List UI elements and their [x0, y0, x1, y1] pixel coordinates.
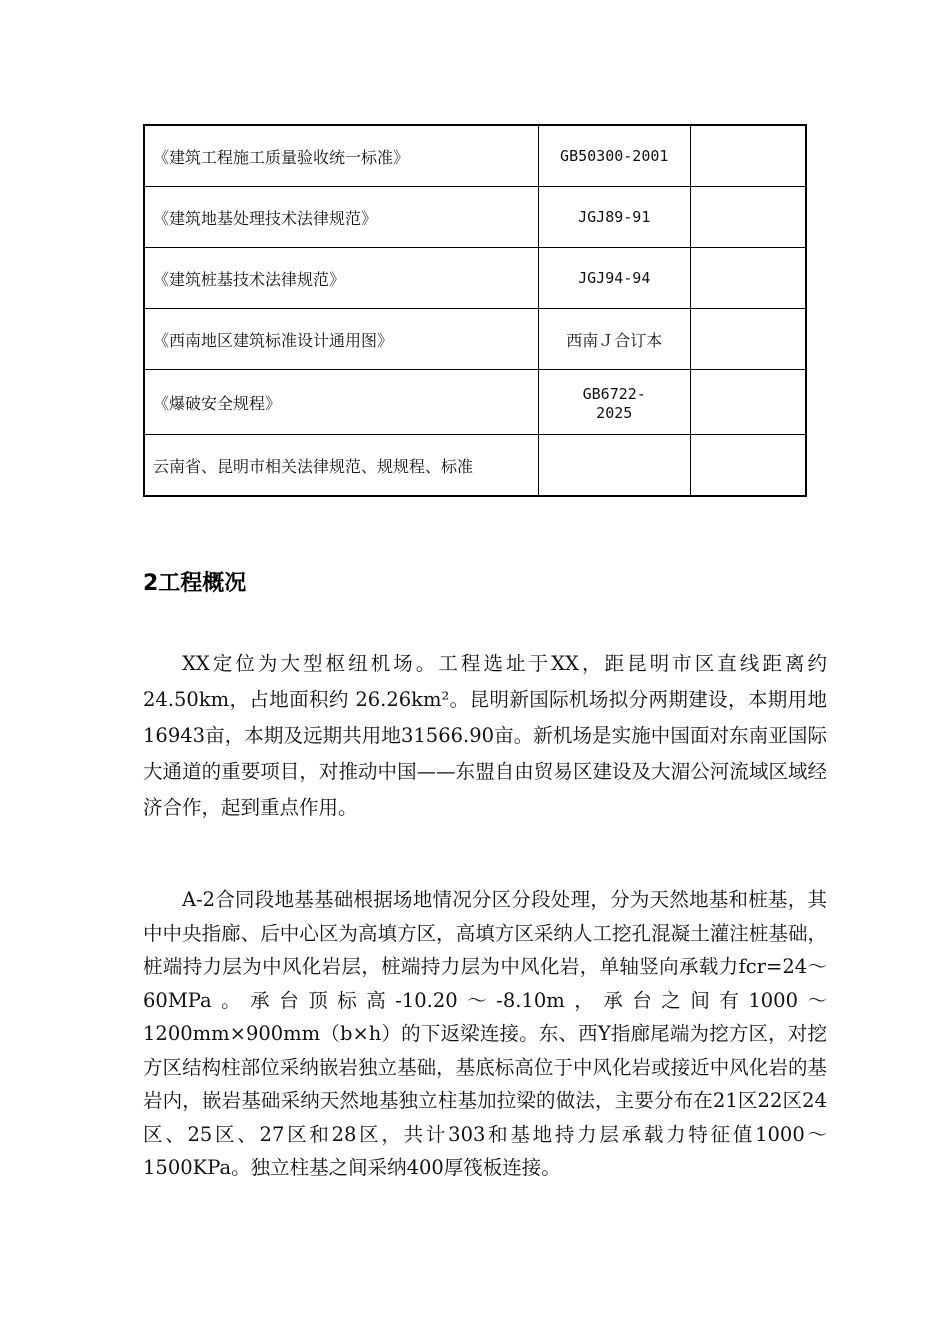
standard-code: JGJ94-94	[538, 248, 690, 309]
standard-note	[690, 435, 806, 497]
standard-note	[690, 248, 806, 309]
body-paragraph: XX定位为大型枢纽机场。工程选址于XX，距昆明市区直线距离约24.50km，占地面积约 26.26km²。昆明新国际机场拟分两期建设，本期用地16943亩，本期及远期共用地31566.90亩。新机场是实施中国面对东南亚国际大通道的重要项目，对推动中国——东盟自由贸易区建设及大湄公河流域区域经济合作，起到重点作用。	[143, 652, 827, 819]
table-row	[144, 125, 806, 187]
standard-name: 《建筑桩基技术法律规范》	[144, 248, 538, 309]
standard-name: 云南省、昆明市相关法律规范、规规程、标准	[144, 435, 538, 497]
standard-code: JGJ89-91	[538, 187, 690, 248]
body-paragraph: A-2合同段地基基础根据场地情况分区分段处理，分为天然地基和桩基，其中中央指廊、后中心区为高填方区，高填方区采纳人工挖孔混凝土灌注桩基础，桩端持力层为中风化岩层，桩端持力层为中风化岩，单轴竖向承载力fcr=24～60MPa。承台顶标高-10.20～-8.10m，承台之间有1000～1200mm×900mm（b×h）的下返梁连接。东、西Y指廊尾端为挖方区，对挖方区结构柱部位采纳嵌岩独立基础，基底标高位于中风化岩或接近中风化岩的基岩内，嵌岩基础采纳天然地基独立柱基加拉梁的做法，主要分布在21区22区24区、25区、27区和28区，共计303和基地持力层承载力特征值1000～1500KPa。独立柱基之间采纳400厚筏板连接。	[143, 888, 827, 1179]
standard-code-line: 2025	[596, 404, 633, 422]
standard-name: 《建筑工程施工质量验收统一标准》	[144, 125, 538, 187]
standard-code-line: GB6722-	[582, 385, 646, 403]
standard-code: GB50300-2001	[538, 125, 690, 187]
standard-note	[690, 370, 806, 435]
standard-note	[690, 187, 806, 248]
table-row	[144, 248, 806, 309]
standard-name: 《爆破安全规程》	[144, 370, 538, 435]
section-heading: 2工程概况	[143, 571, 247, 596]
standards-table	[143, 124, 807, 497]
standard-code	[538, 435, 690, 497]
table-row	[144, 435, 806, 497]
standard-code: 西南Ｊ合订本	[538, 309, 690, 370]
standard-code	[538, 370, 690, 435]
table-row	[144, 309, 806, 370]
table-row	[144, 187, 806, 248]
standard-name: 《西南地区建筑标准设计通用图》	[144, 309, 538, 370]
table-row	[144, 370, 806, 435]
standard-name: 《建筑地基处理技术法律规范》	[144, 187, 538, 248]
standard-note	[690, 125, 806, 187]
standard-note	[690, 309, 806, 370]
